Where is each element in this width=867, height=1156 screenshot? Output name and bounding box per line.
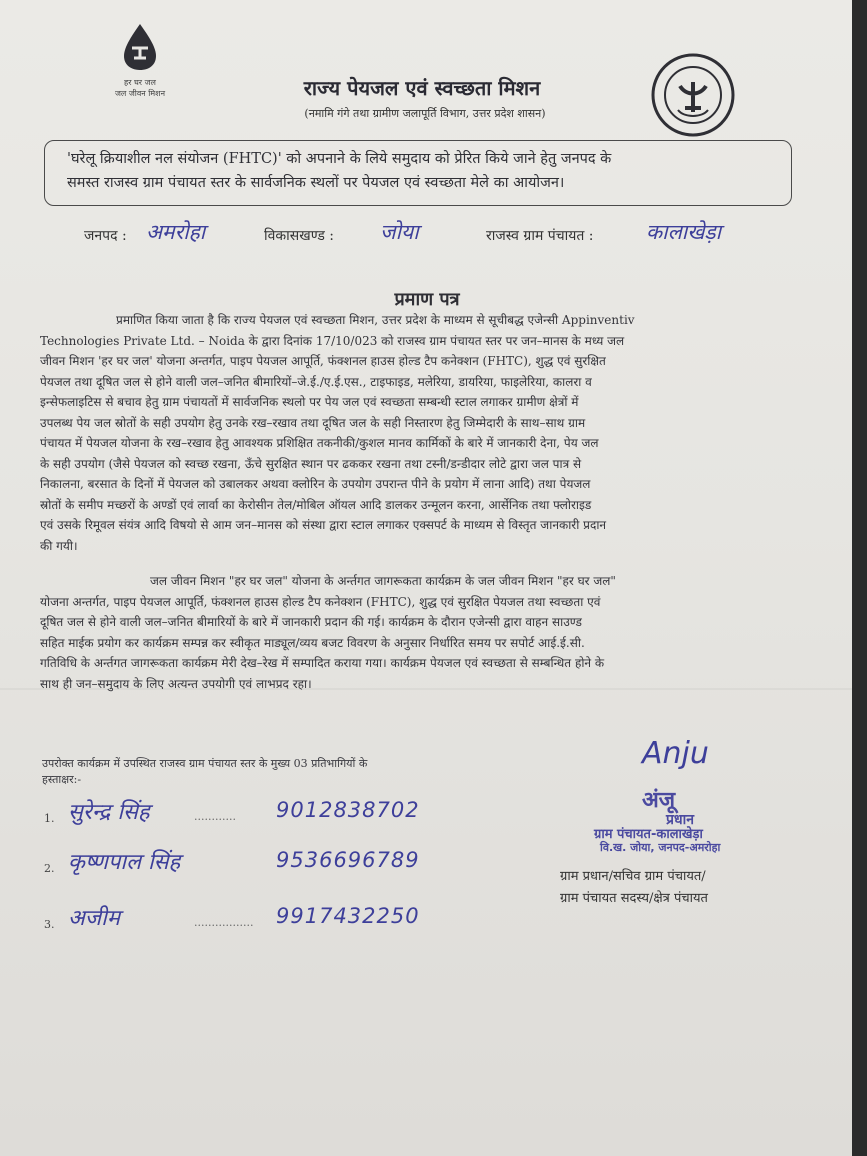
signatory-role-line-2: ग्राम पंचायत सदस्य/क्षेत्र पंचायत bbox=[560, 891, 708, 906]
stamp-name: अंजू bbox=[642, 788, 676, 813]
participant-row bbox=[44, 846, 484, 880]
paragraph-line: योजना अन्तर्गत, पाइप पेयजल आपूर्ति, फंक्शनल हाउस होल्ड टैप कनेक्शन (FHTC), शुद्ध एवं सुरक्षित पेयजल तथा स्वच्छता एवं bbox=[40, 594, 601, 609]
participant-name: अजीम bbox=[68, 906, 120, 931]
stamp-panchayat: ग्राम पंचायत-कालाखेड़ा bbox=[594, 827, 703, 842]
paragraph-line: सहित माईक प्रयोग कर कार्यक्रम सम्पन्न कर स्वीकृत माड्यूल/व्यय बजट विवरण के अनुसार निर्धारित समय पर सपोर्ट आई.ई.सी. bbox=[40, 635, 585, 650]
paragraph-line: प्रमाणित किया जाता है कि राज्य पेयजल एवं स्वच्छता मिशन, उत्तर प्रदेश के माध्यम से सूचीबद्ध एजेन्सी Appinventiv bbox=[116, 313, 635, 327]
location-fields bbox=[84, 222, 804, 252]
participant-number: 1. bbox=[44, 812, 55, 825]
panchayat-value: कालाखेड़ा bbox=[646, 220, 722, 244]
district-label: जनपद : bbox=[84, 228, 127, 244]
paragraph-line: दूषित जल से होने वाली जल–जनित बीमारियों के बारे में जानकारी प्रदान की गई। कार्यक्रम के दौरान एजेन्सी द्वारा वाहन साउण्ड bbox=[40, 615, 582, 629]
certificate-paragraph-1 bbox=[40, 310, 840, 556]
page-title: राज्य पेयजल एवं स्वच्छता मिशन bbox=[303, 76, 541, 100]
participants-intro bbox=[42, 756, 512, 788]
banner-line-1: 'घरेलू क्रियाशील नल संयोजन (FHTC)' को अपनाने के लिये समुदाय को प्रेरित किये जाने हेतु जनपद के bbox=[67, 151, 612, 167]
district-value: अमरोहा bbox=[146, 220, 206, 244]
paragraph-line: पेयजल तथा दूषित जल से होने वाली जल–जनित बीमारियों–जे.ई./ए.ई.एस., टाइफाइड, मलेरिया, डायरिया, फाइलेरिया, कालरा व bbox=[40, 374, 592, 389]
har-ghar-jal-logo bbox=[105, 22, 175, 112]
paragraph-line: Technologies Private Ltd. – Noida के द्वारा दिनांक 17/10/023 को राजस्व ग्राम पंचायत स्तर पर जन–मानस के मध्य जल bbox=[40, 333, 625, 348]
participants-intro-line-2: हस्ताक्षर:- bbox=[42, 773, 82, 786]
paragraph-line: के सही उपयोग (जैसे पेयजल को स्वच्छ रखना, ऊँचे सुरक्षित स्थान पर ढककर रखना तथा टस्नी/डन्डीदार लोटे द्वारा जल पात्र से bbox=[40, 456, 582, 471]
paragraph-line: निकालना, बरसात के दिनों में पेयजल को उबालकर अथवा क्लोरिन के उपयोग उपरान्त पीने के प्रयोग में लाना आदि) तथा पेयजल bbox=[40, 477, 591, 491]
participant-name: कृष्णपाल सिंह bbox=[68, 850, 181, 875]
participant-name: सुरेन्द्र सिंह bbox=[68, 800, 150, 825]
participant-number: 3. bbox=[44, 918, 55, 931]
participant-number: 2. bbox=[44, 862, 55, 875]
certificate-paragraph-2 bbox=[40, 571, 840, 694]
logo-caption-2: जल जीवन मिशन bbox=[114, 89, 166, 98]
block-value: जोया bbox=[380, 220, 419, 244]
paragraph-line: गतिविधि के अर्न्तगत जागरूकता कार्यक्रम मेरी देख–रेख में सम्पादित कराया गया। कार्यक्रम पेयजल एवं स्वच्छता से सम्बन्धित होने के bbox=[40, 656, 605, 670]
block-label: विकासखण्ड : bbox=[264, 228, 335, 244]
water-drop-icon bbox=[120, 22, 160, 72]
up-government-emblem bbox=[650, 52, 736, 138]
participant-phone: 9917432250 bbox=[276, 904, 420, 928]
paragraph-line: एवं उसके रिमूवल संयंत्र आदि विषयो से आम जन–मानस को संस्था द्वारा स्टाल लगाकर एक्सपर्ट के माध्यम से विस्तृत जानकारी प्रदान bbox=[40, 518, 607, 532]
paragraph-line: जीवन मिशन 'हर घर जल' योजना अन्तर्गत, पाइप पेयजल आपूर्ति, फंक्शनल हाउस होल्ड टैप कनेक्शन (FHTC), शुद्ध एवं सुरक्षित bbox=[40, 354, 606, 368]
signature: Anju bbox=[642, 736, 709, 771]
logo-caption-1: हर घर जल bbox=[124, 78, 156, 87]
paragraph-line: पंचायत में पेयजल योजना के रख–रखाव हेतु आवश्यक प्रशिक्षित तकनीकी/कुशल मानव कार्मिकों के बारे में जानकारी देना, पेय जल bbox=[40, 436, 599, 450]
stamp-role: प्रधान bbox=[666, 812, 694, 828]
paragraph-line: साथ ही जन–समुदाय के लिए अत्यन्त उपयोगी एवं लाभप्रद रहा। bbox=[40, 676, 312, 691]
paragraph-line: जल जीवन मिशन "हर घर जल" योजना के अर्न्तगत जागरूकता कार्यक्रम के जल जीवन मिशन "हर घर जल" bbox=[150, 574, 616, 588]
participant-row bbox=[44, 902, 484, 936]
paragraph-line: की गयी। bbox=[40, 538, 78, 553]
participant-phone: 9536696789 bbox=[276, 848, 420, 872]
signatory-role-line-1: ग्राम प्रधान/सचिव ग्राम पंचायत/ bbox=[560, 869, 706, 884]
page-subtitle: (नमामि गंगे तथा ग्रामीण जलापूर्ति विभाग, उत्तर प्रदेश शासन) bbox=[304, 107, 546, 120]
participant-phone: 9012838702 bbox=[276, 798, 420, 822]
paragraph-line: उपलब्ध पेय जल स्रोतों के सही उपयोग हेतु उनके रख–रखाव तथा दूषित जल के सही निस्तारण हेतु जिम्मेदारी के साथ–साथ ग्राम bbox=[40, 415, 586, 430]
dotted-leader: ............ bbox=[194, 810, 236, 823]
emblem-icon bbox=[650, 52, 736, 138]
stamp-block: वि.ख. जोया, जनपद-अमरोहा bbox=[600, 841, 721, 854]
participants-intro-line-1: उपरोक्त कार्यक्रम में उपस्थित राजस्व ग्राम पंचायत स्तर के मुख्य 03 प्रतिभागियों के bbox=[42, 757, 368, 770]
dotted-leader: ................. bbox=[194, 916, 254, 929]
certificate-heading: प्रमाण पत्र bbox=[394, 289, 460, 310]
paragraph-line: स्रोतों के समीप मच्छरों के अण्डों एवं लार्वा का केरोसीन तेल/मोबिल ऑयल आदि डालकर उन्मूलन करना, आर्सेनिक तथा फ्लोराइड bbox=[40, 497, 592, 512]
paragraph-line: इन्सेफलाइटिस से बचाव हेतु ग्राम पंचायतों में सार्वजनिक स्थलो पर पेय जल एवं स्वच्छता सम्बन्धी स्टाल लगाकर ग्रामीण क्षेत्रों में bbox=[40, 395, 579, 409]
participant-row bbox=[44, 796, 484, 830]
event-banner bbox=[44, 140, 792, 206]
background-edge bbox=[852, 0, 867, 1156]
signature-block bbox=[560, 736, 830, 936]
panchayat-label: राजस्व ग्राम पंचायत : bbox=[486, 228, 594, 244]
banner-line-2: समस्त राजस्व ग्राम पंचायत स्तर के सार्वजनिक स्थलों पर पेयजल एवं स्वच्छता मेले का आयोजन। bbox=[67, 175, 565, 191]
